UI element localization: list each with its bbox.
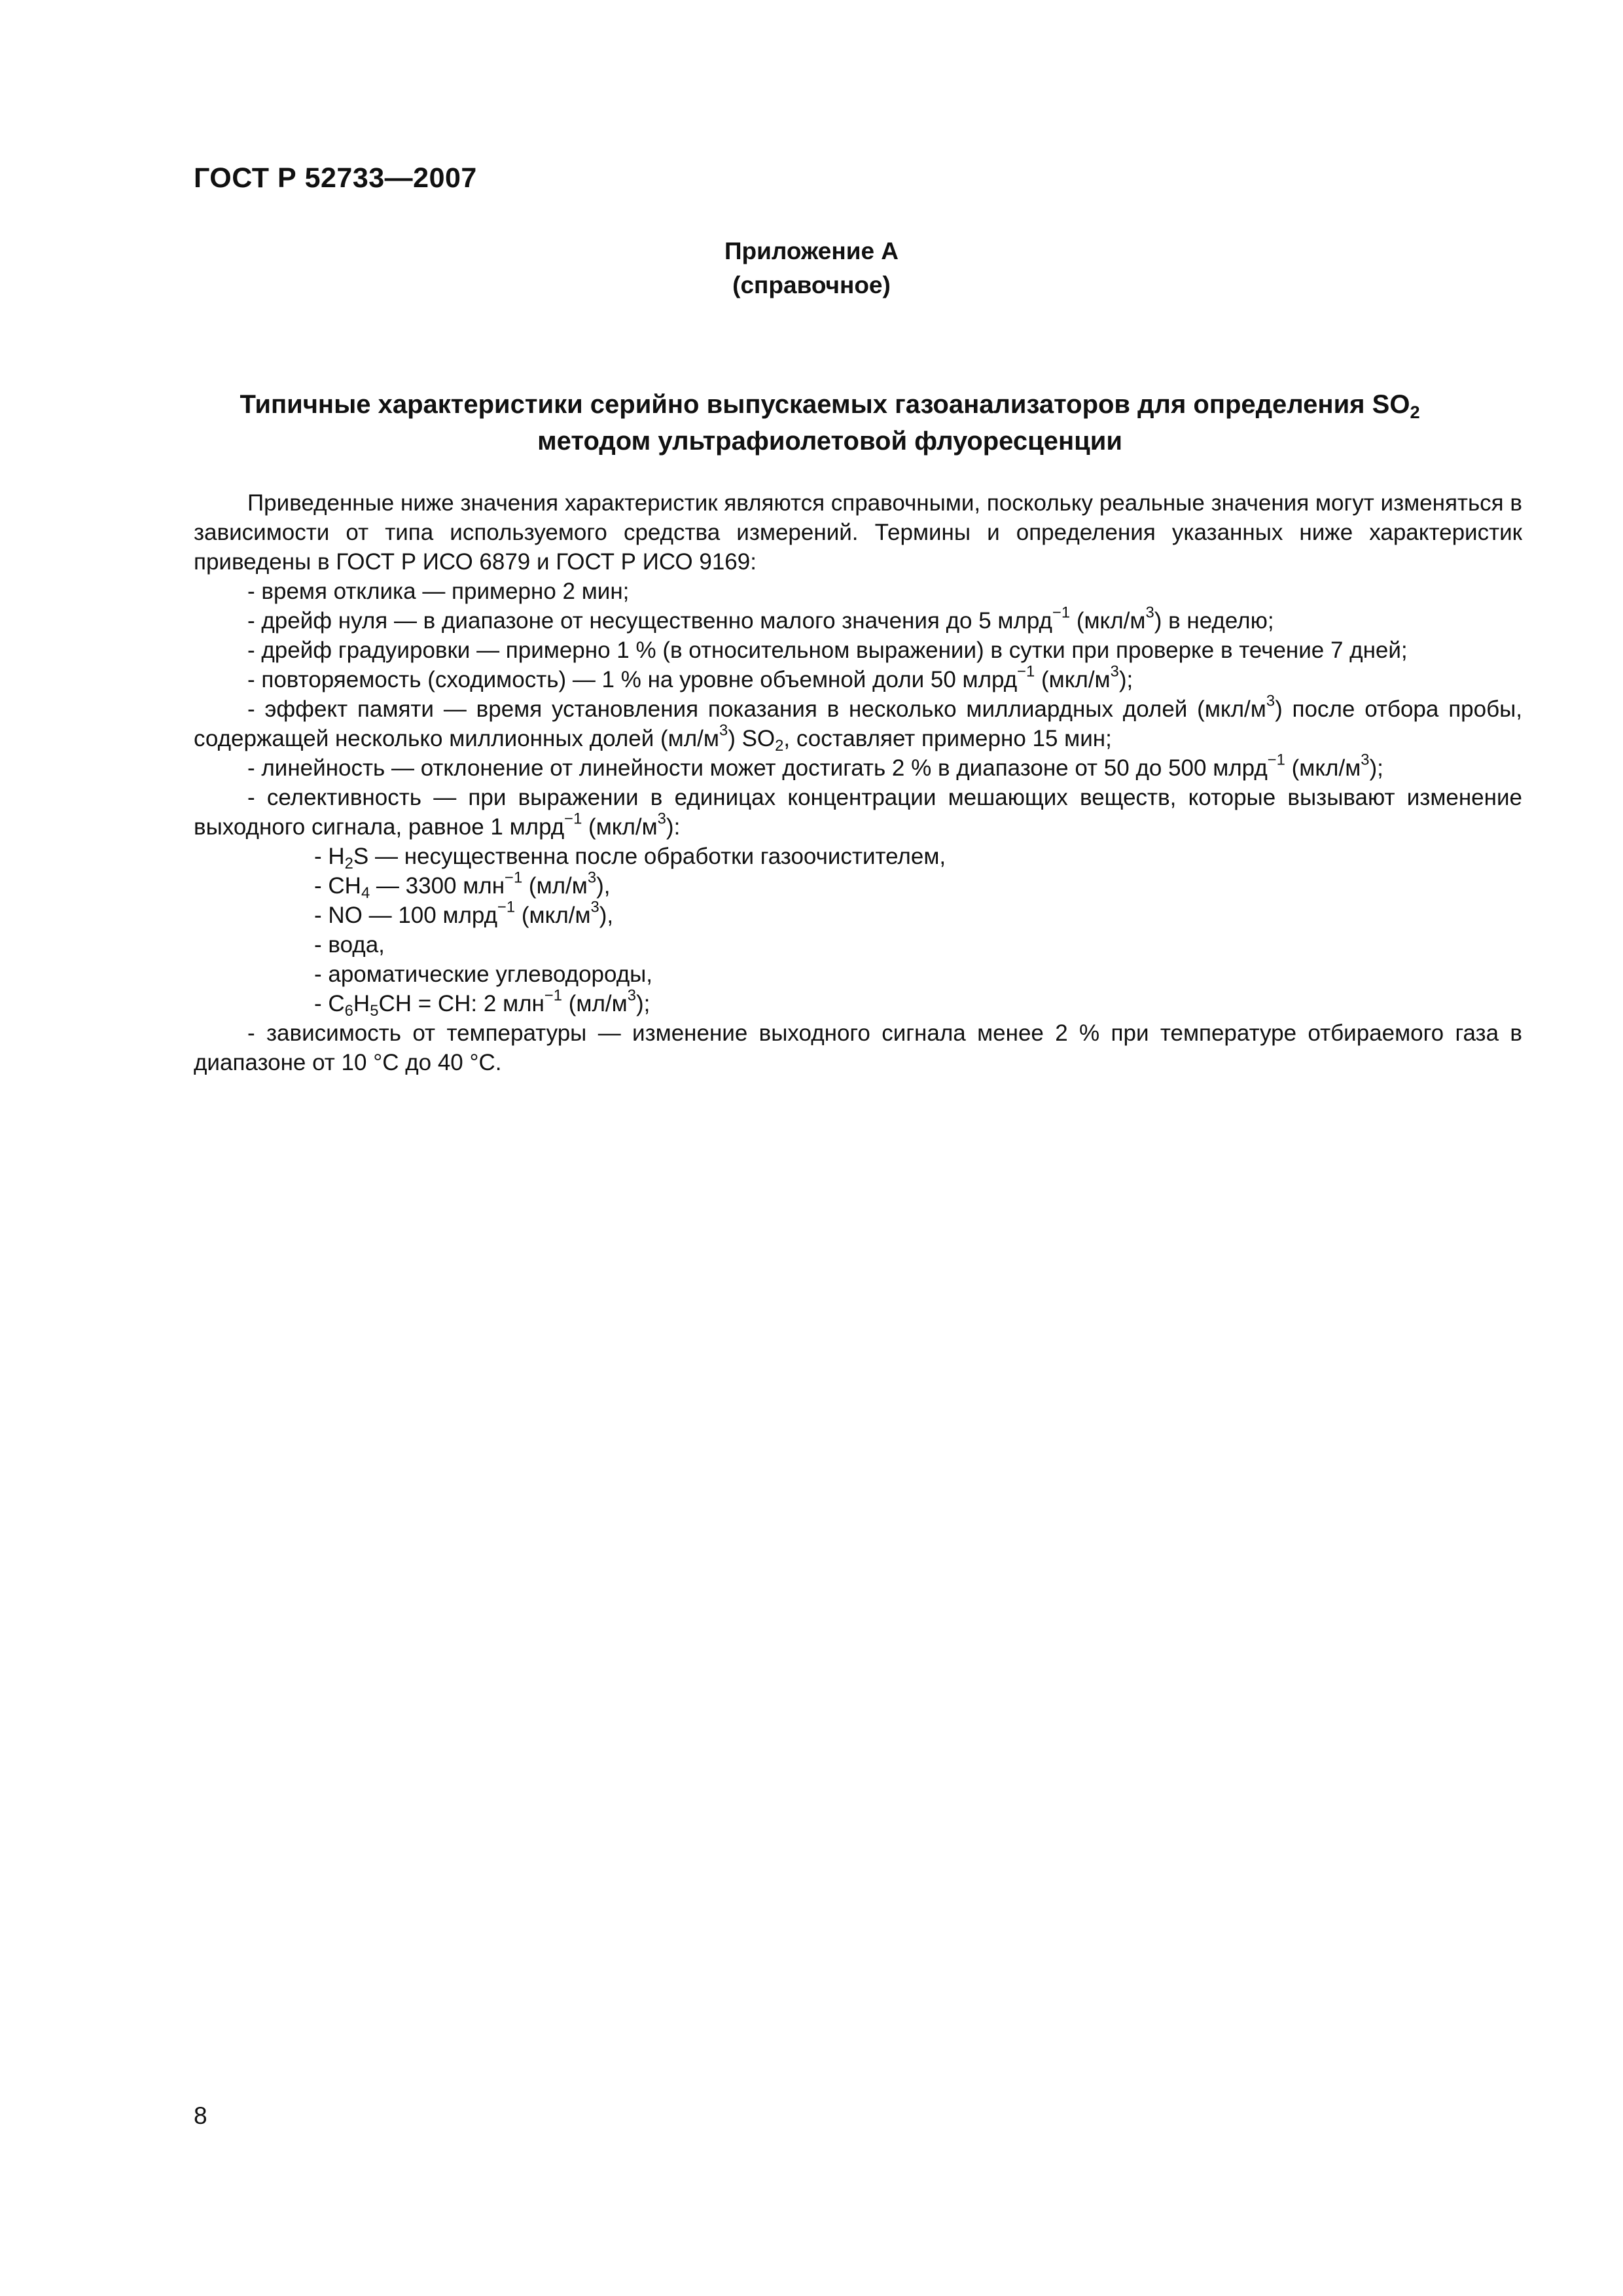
ch4-sup-2: 3 xyxy=(587,869,597,887)
subitem-no xyxy=(194,898,1522,930)
document-code-header: ГОСТ Р 52733—2007 xyxy=(194,162,477,194)
intro-paragraph: Приведенные ниже значения характеристик являются справочными, поскольку реальные значения могут изменяться в зависимости от типа используемого средства измерений. Термины и определения указанных ниже характеристик приведены в ГОСТ Р ИСО 6879 и ГОСТ Р ИСО 9169: xyxy=(194,490,1522,575)
memory-effect-text-d: , составляет примерно 15 мин; xyxy=(783,726,1112,751)
memory-effect-text-c: ) SO xyxy=(728,726,776,751)
item-linearity xyxy=(194,753,1522,783)
title-line-1 xyxy=(194,386,1466,423)
repeatability-sup-2: 3 xyxy=(1110,662,1119,681)
no-sup-2: 3 xyxy=(590,898,599,916)
subitem-aromatics: - ароматические углеводороды, xyxy=(314,961,653,987)
title-subscript: 2 xyxy=(1410,402,1420,423)
appendix-label: Приложение А xyxy=(724,238,899,264)
zero-drift-text-c: ) в неделю; xyxy=(1154,608,1274,634)
item-memory-effect xyxy=(194,694,1522,753)
memory-effect-text-b: ) после отбора пробы, содержащей несколько миллионных долей (мл/м xyxy=(194,696,1522,751)
memory-effect-sup-1: 3 xyxy=(1266,692,1275,710)
item-selectivity xyxy=(194,783,1522,842)
item-response-time: - время отклика — примерно 2 мин; xyxy=(247,579,630,604)
linearity-sup-2: 3 xyxy=(1361,751,1370,769)
no-text-a: - NO — 100 млрд xyxy=(314,903,498,928)
zero-drift-text-b: (мкл/м xyxy=(1070,608,1146,634)
linearity-text-c: ); xyxy=(1369,755,1383,781)
repeatability-sup-1: −1 xyxy=(1017,662,1035,681)
h2s-text-a: - H xyxy=(314,844,345,869)
ch4-text-b: — 3300 млн xyxy=(370,873,505,899)
styrene-text-e: ); xyxy=(635,991,651,1016)
title-line-1-text: Типичные характеристики серийно выпускаемых газоанализаторов для определения SO xyxy=(240,390,1410,419)
styrene-text-a: - C xyxy=(314,991,345,1016)
linearity-text-a: - линейность — отклонение от линейности может достигать 2 % в диапазоне от 50 до 500 млрд xyxy=(247,755,1268,781)
zero-drift-sup-2: 3 xyxy=(1145,603,1154,622)
item-temperature-dependence: - зависимость от температуры — изменение выходного сигнала менее 2 % при температуре отбираемого газа в диапазоне от 10 °C до 40 °C. xyxy=(194,1020,1522,1075)
no-text-b: (мкл/м xyxy=(515,903,591,928)
selectivity-sup-1: −1 xyxy=(564,810,582,828)
item-repeatability xyxy=(194,662,1522,694)
ch4-text-c: (мл/м xyxy=(522,873,588,899)
zero-drift-sup-1: −1 xyxy=(1052,603,1071,622)
selectivity-text-a: - селективность — при выражении в единицах концентрации мешающих веществ, которые вызывают изменение выходного сигнала, равное 1 млрд xyxy=(194,785,1522,840)
styrene-sub-1: 6 xyxy=(344,1002,353,1020)
selectivity-sup-2: 3 xyxy=(657,810,666,828)
ch4-text-d: ), xyxy=(596,873,611,899)
styrene-text-d: (мл/м xyxy=(562,991,628,1016)
item-zero-drift xyxy=(194,603,1522,636)
selectivity-text-b: (мкл/м xyxy=(582,814,658,840)
selectivity-text-c: ): xyxy=(666,814,681,840)
styrene-text-c: CH = CH: 2 млн xyxy=(378,991,544,1016)
subitem-ch4 xyxy=(194,871,1522,901)
linearity-sup-1: −1 xyxy=(1267,751,1285,769)
appendix-type: (справочное) xyxy=(732,272,891,298)
subitem-h2s xyxy=(194,842,1522,871)
subitem-water: - вода, xyxy=(314,932,385,958)
repeatability-text-c: ); xyxy=(1118,667,1133,692)
appendix-body xyxy=(194,488,1522,1077)
styrene-sub-2: 5 xyxy=(370,1002,379,1020)
page-number: 8 xyxy=(194,2102,207,2129)
appendix-title xyxy=(194,386,1466,459)
title-line-2: методом ультрафиолетовой флуоресценции xyxy=(537,427,1122,456)
linearity-text-b: (мкл/м xyxy=(1285,755,1361,781)
ch4-sup-1: −1 xyxy=(505,869,523,887)
zero-drift-text-a: - дрейф нуля — в диапазоне от несущественно малого значения до 5 млрд xyxy=(247,608,1052,634)
styrene-sup-1: −1 xyxy=(544,986,563,1005)
no-sup-1: −1 xyxy=(497,898,516,916)
subitem-styrene xyxy=(194,986,1522,1020)
repeatability-text-b: (мкл/м xyxy=(1035,667,1111,692)
appendix-heading xyxy=(0,234,1623,302)
item-calibration-drift: - дрейф градуировки — примерно 1 % (в относительном выражении) в сутки при проверке в течение 7 дней; xyxy=(247,637,1408,663)
ch4-text-a: - CH xyxy=(314,873,361,899)
memory-effect-text-a: - эффект памяти — время установления показания в несколько миллиардных долей (мкл/м xyxy=(247,696,1266,722)
h2s-sub-1: 2 xyxy=(344,855,353,873)
memory-effect-sup-2: 3 xyxy=(719,721,728,740)
styrene-text-b: H xyxy=(353,991,370,1016)
repeatability-text-a: - повторяемость (сходимость) — 1 % на уровне объемной доли 50 млрд xyxy=(247,667,1018,692)
no-text-c: ), xyxy=(599,903,614,928)
h2s-text-b: S — несущественна после обработки газоочистителем, xyxy=(353,844,946,869)
ch4-sub-1: 4 xyxy=(361,884,370,903)
memory-effect-sub-1: 2 xyxy=(775,737,784,755)
styrene-sup-2: 3 xyxy=(627,986,636,1005)
